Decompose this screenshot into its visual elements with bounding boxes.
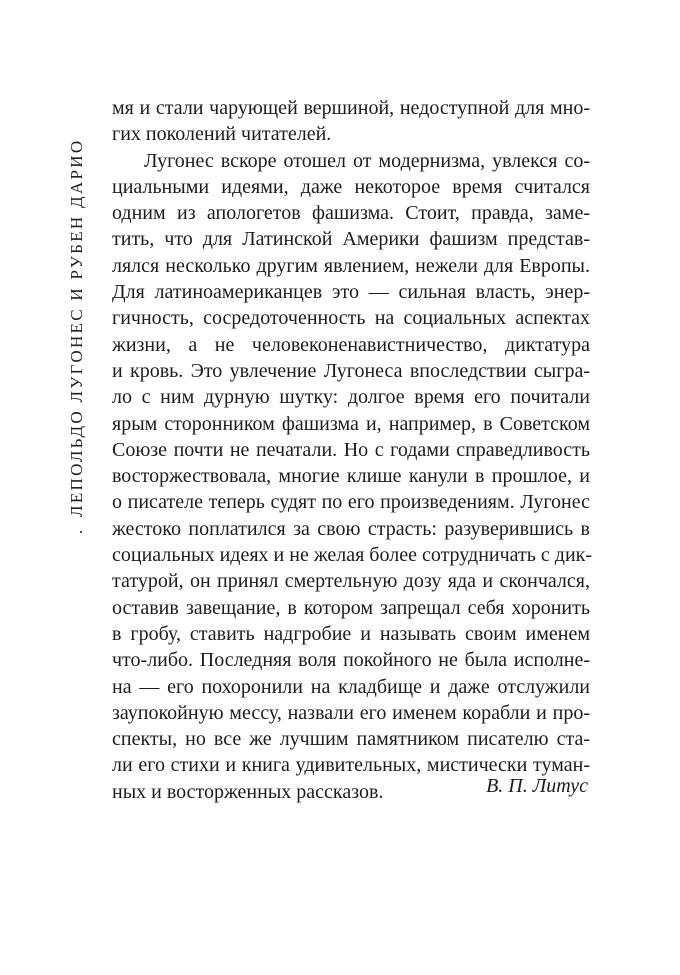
text-line: Для латиноамериканцев это — сильная власть, энер- [112, 281, 590, 304]
running-head-dot: . [67, 527, 86, 534]
text-line: жизни, а не человеконенавистничество, диктатура [112, 333, 590, 356]
body-text [112, 95, 593, 805]
text-line: циальными идеями, даже некоторое время считался [112, 175, 590, 198]
text-line: ло с ним дурную шутку: долгое время его почитали [112, 386, 590, 409]
text-line: Союзе почти не печатали. Но с годами справедливость [112, 438, 590, 461]
text-line: спекты, но все же лучшим памятником писателю ста- [112, 728, 590, 751]
text-line: ли его стихи и книга удивительных, мистически туман- [112, 754, 590, 777]
text-line: гичность, сосредоточенность на социальных аспектах [112, 307, 590, 330]
running-head [67, 138, 86, 534]
text-line: тить, что для Латинской Америки фашизм представ- [112, 228, 590, 251]
text-line: и кровь. Это увлечение Лугонеса впоследствии сыгра- [112, 359, 590, 382]
text-line: одним из апологетов фашизма. Стоит, правда, заме- [112, 202, 590, 225]
text-line: Лугонес вскоре отошел от модернизма, увлекся со- [144, 149, 590, 172]
text-line: ных и восторженных рассказов. [112, 780, 384, 803]
text-line: жестоко поплатился за свою страсть: разуверившись в [112, 517, 590, 540]
text-line: о писателе теперь судят по его произведениям. Лугонес [112, 491, 590, 514]
text-line: ярым сторонником фашизма и, например, в Советском [112, 412, 590, 435]
text-line: мя и стали чарующей вершиной, недоступной для мно- [112, 97, 590, 119]
text-line: восторжествовала, многие клише канули в прошлое, и [112, 465, 590, 488]
text-line: в гробу, ставить надгробие и называть своим именем [112, 622, 590, 645]
text-line: заупокойную мессу, назвали его именем корабли и про- [112, 701, 590, 724]
text-line: гих поколений читателей. [112, 123, 332, 146]
text-line: татурой, он принял смертельную дозу яда и скончался, [112, 570, 590, 593]
running-head-text: ЛЕПОЛЬДО ЛУГОНЕС И РУБЕН ДАРИО [67, 138, 86, 517]
text-line: лялся несколько другим явлением, нежели для Европы. [112, 254, 590, 277]
author-signature: В. П. Литус [486, 775, 588, 797]
text-line: на — его похоронили на кладбище и даже отслужили [112, 675, 590, 698]
text-line: оставив завещание, в котором запрещал себя хоронить [112, 596, 590, 619]
text-line: что-либо. Последняя воля покойного не была исполне- [112, 649, 590, 672]
text-line: социальных идеях и не желая более сотрудничать с дик- [112, 544, 593, 567]
